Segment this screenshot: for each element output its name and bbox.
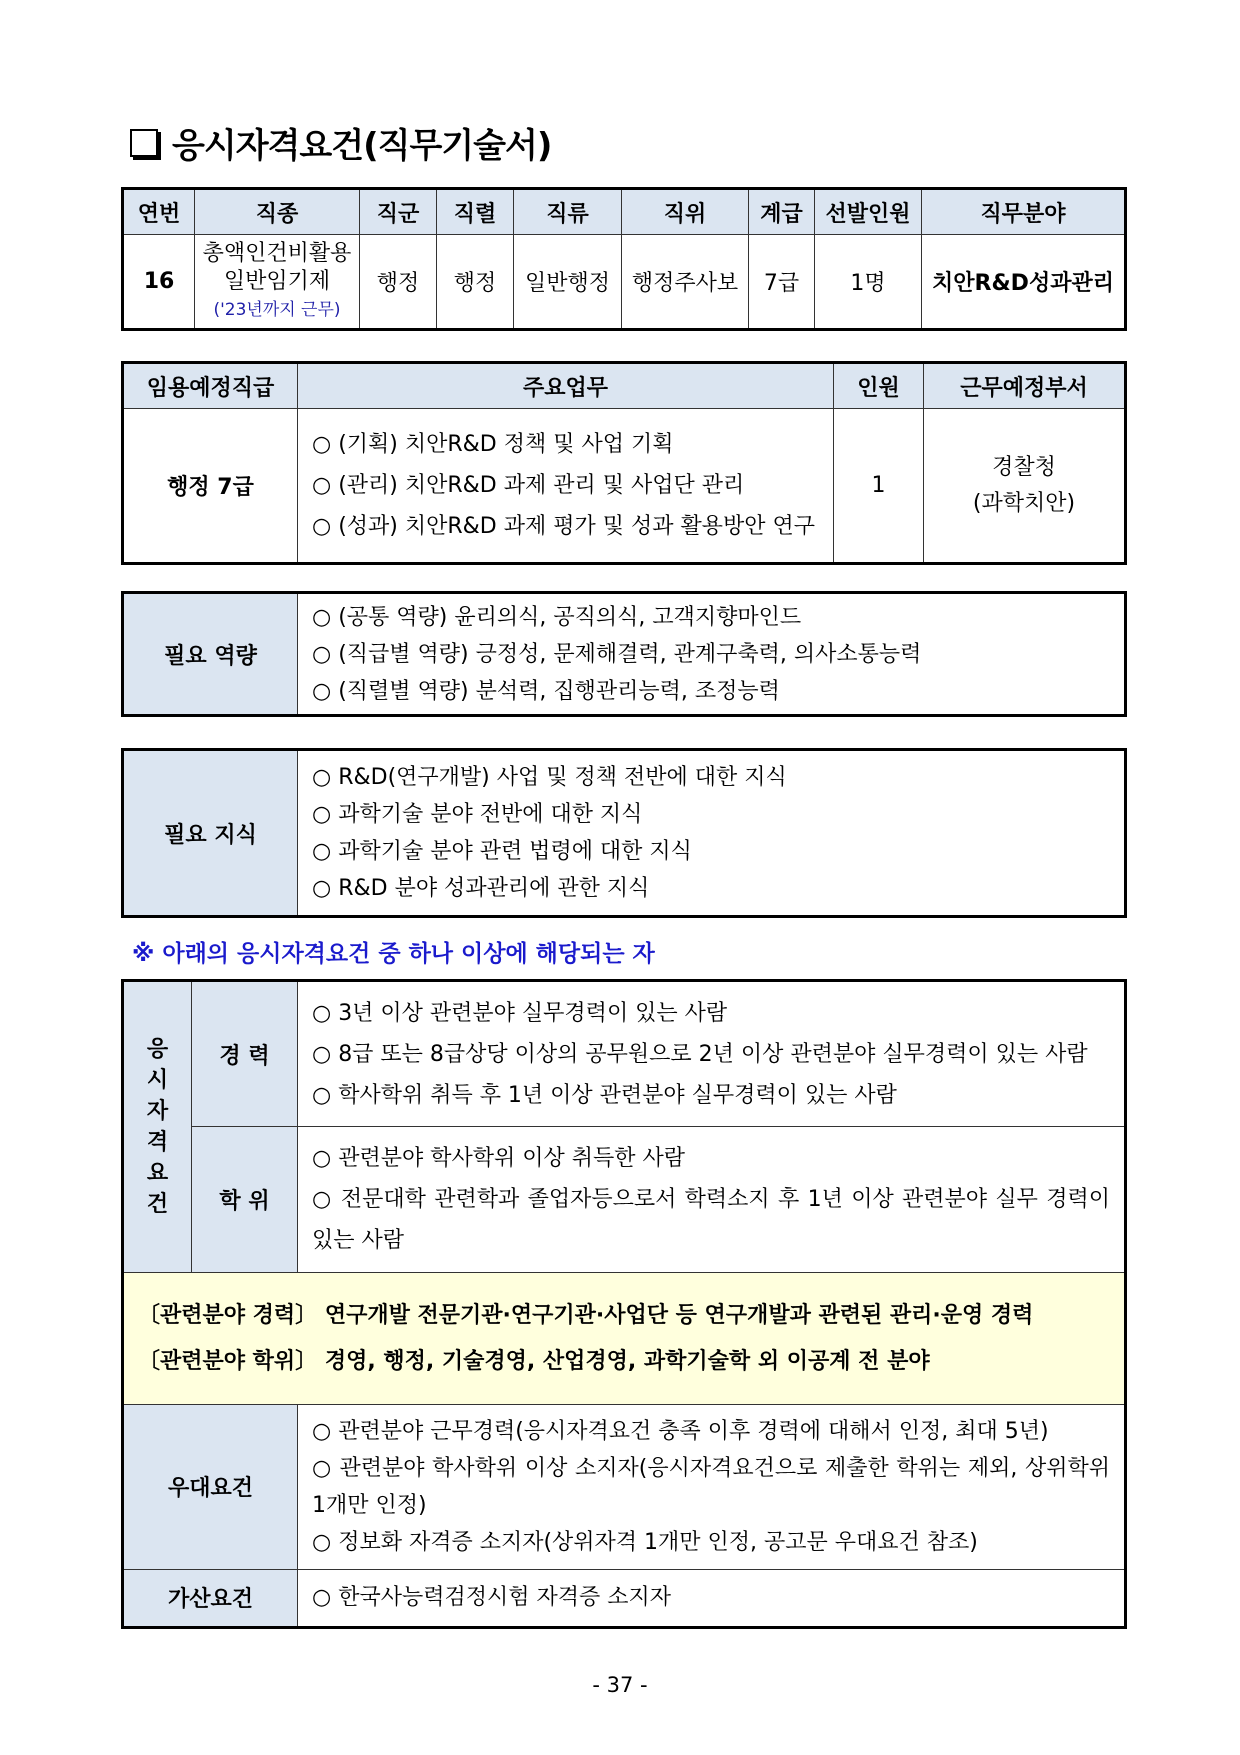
header-group: 직군	[360, 189, 437, 235]
cell-series: 행정	[437, 235, 514, 330]
position-table	[121, 187, 1127, 331]
competency-table	[121, 591, 1127, 717]
list-item: ○ 전문대학 관련학과 졸업자등으로서 학력소지 후 1년 이상 관련분야 실무 경력이 있는 사람	[312, 1187, 1110, 1254]
cell-field: 치안R&D성과관리	[922, 235, 1126, 330]
list-item: ○ 과학기술 분야 관련 법령에 대한 지식	[312, 839, 692, 864]
duties-list	[298, 409, 834, 564]
list-item: ○ 관련분야 학사학위 이상 소지자(응시자격요건으로 제출한 학위는 제외, 상위학위 1개만 인정)	[312, 1455, 1110, 1518]
list-item: ○ 3년 이상 관련분야 실무경력이 있는 사람	[312, 1000, 728, 1026]
cell-type: 총액인건비활용 일반임기제 ('23년까지 근무)	[195, 235, 360, 330]
list-item: ○ (기획) 치안R&D 정책 및 사업 기획	[312, 432, 674, 457]
list-item: ○ (직급별 역량) 긍정성, 문제해결력, 관계구축력, 의사소통능력	[312, 641, 922, 667]
knowledge-table	[121, 748, 1127, 918]
header-duties: 주요업무	[298, 363, 834, 409]
qualification-vertical-label: 응 시 자 격 요 건	[123, 981, 192, 1273]
related-degree: 〔관련분야 학위〕 경영, 행정, 기술경영, 산업경영, 과학기술학 외 이공계 전 분야	[138, 1348, 930, 1374]
qualification-note: ※ 아래의 응시자격요건 중 하나 이상에 해당되는 자	[132, 941, 655, 967]
qualification-table	[121, 979, 1127, 1629]
appoint-grade: 행정 7급	[123, 409, 298, 564]
header-series: 직렬	[437, 189, 514, 235]
page-title-text: 응시자격요건(직무기술서)	[172, 126, 552, 166]
preference-list	[298, 1404, 1126, 1569]
list-item: ○ 8급 또는 8급상당 이상의 공무원으로 2년 이상 관련분야 실무경력이 있는 사람	[312, 1041, 1088, 1067]
list-item: ○ (공통 역량) 윤리의식, 공직의식, 고객지향마인드	[312, 604, 802, 630]
related-fields	[123, 1273, 1126, 1404]
degree-list	[298, 1127, 1126, 1273]
duties-table	[121, 361, 1127, 565]
header-field: 직무분야	[922, 189, 1126, 235]
competency-list	[298, 593, 1126, 716]
header-dept: 근무예정부서	[924, 363, 1126, 409]
list-item: ○ 정보화 자격증 소지자(상위자격 1개만 인정, 공고문 우대요건 참조)	[312, 1529, 978, 1555]
list-item: ○ 학사학위 취득 후 1년 이상 관련분야 실무경력이 있는 사람	[312, 1082, 897, 1108]
knowledge-list	[298, 750, 1126, 917]
header-count: 선발인원	[815, 189, 922, 235]
cell-grade: 7급	[749, 235, 815, 330]
header-class: 직류	[514, 189, 622, 235]
degree-label: 학 위	[192, 1127, 298, 1273]
related-career: 〔관련분야 경력〕 연구개발 전문기관·연구기관·사업단 등 연구개발과 관련된 관리·운영 경력	[138, 1302, 1034, 1328]
header-position: 직위	[622, 189, 749, 235]
cell-group: 행정	[360, 235, 437, 330]
list-item: ○ (관리) 치안R&D 과제 관리 및 사업단 관리	[312, 473, 745, 498]
knowledge-label: 필요 지식	[123, 750, 298, 917]
bonus-label: 가산요건	[123, 1569, 298, 1627]
preference-label: 우대요건	[123, 1404, 298, 1569]
list-item: ○ (성과) 치안R&D 과제 평가 및 성과 활용방안 연구	[312, 514, 815, 539]
career-label: 경 력	[192, 981, 298, 1127]
cell-count: 1명	[815, 235, 922, 330]
header-no: 연번	[123, 189, 195, 235]
checkbox-icon	[130, 129, 158, 157]
header-grade: 계급	[749, 189, 815, 235]
career-list	[298, 981, 1126, 1127]
competency-label: 필요 역량	[123, 593, 298, 716]
header-appoint-grade: 임용예정직급	[123, 363, 298, 409]
cell-position: 행정주사보	[622, 235, 749, 330]
headcount: 1	[834, 409, 924, 564]
list-item: ○ R&D 분야 성과관리에 관한 지식	[312, 876, 650, 901]
header-type: 직종	[195, 189, 360, 235]
cell-class: 일반행정	[514, 235, 622, 330]
list-item: ○ 관련분야 학사학위 이상 취득한 사람	[312, 1146, 685, 1172]
page-number: - 37 -	[592, 1673, 648, 1697]
list-item: ○ 한국사능력검정시험 자격증 소지자	[312, 1585, 671, 1611]
department: 경찰청 (과학치안)	[924, 409, 1126, 564]
list-item: ○ 관련분야 근무경력(응시자격요건 충족 이후 경력에 대해서 인정, 최대 5년)	[312, 1418, 1049, 1444]
page-title	[130, 118, 551, 167]
table-row	[123, 235, 1126, 330]
header-headcount: 인원	[834, 363, 924, 409]
list-item: ○ 과학기술 분야 전반에 대한 지식	[312, 802, 643, 827]
list-item: ○ R&D(연구개발) 사업 및 정책 전반에 대한 지식	[312, 765, 787, 790]
list-item: ○ (직렬별 역량) 분석력, 집행관리능력, 조정능력	[312, 678, 780, 704]
bonus-list	[298, 1569, 1126, 1627]
cell-no: 16	[123, 235, 195, 330]
